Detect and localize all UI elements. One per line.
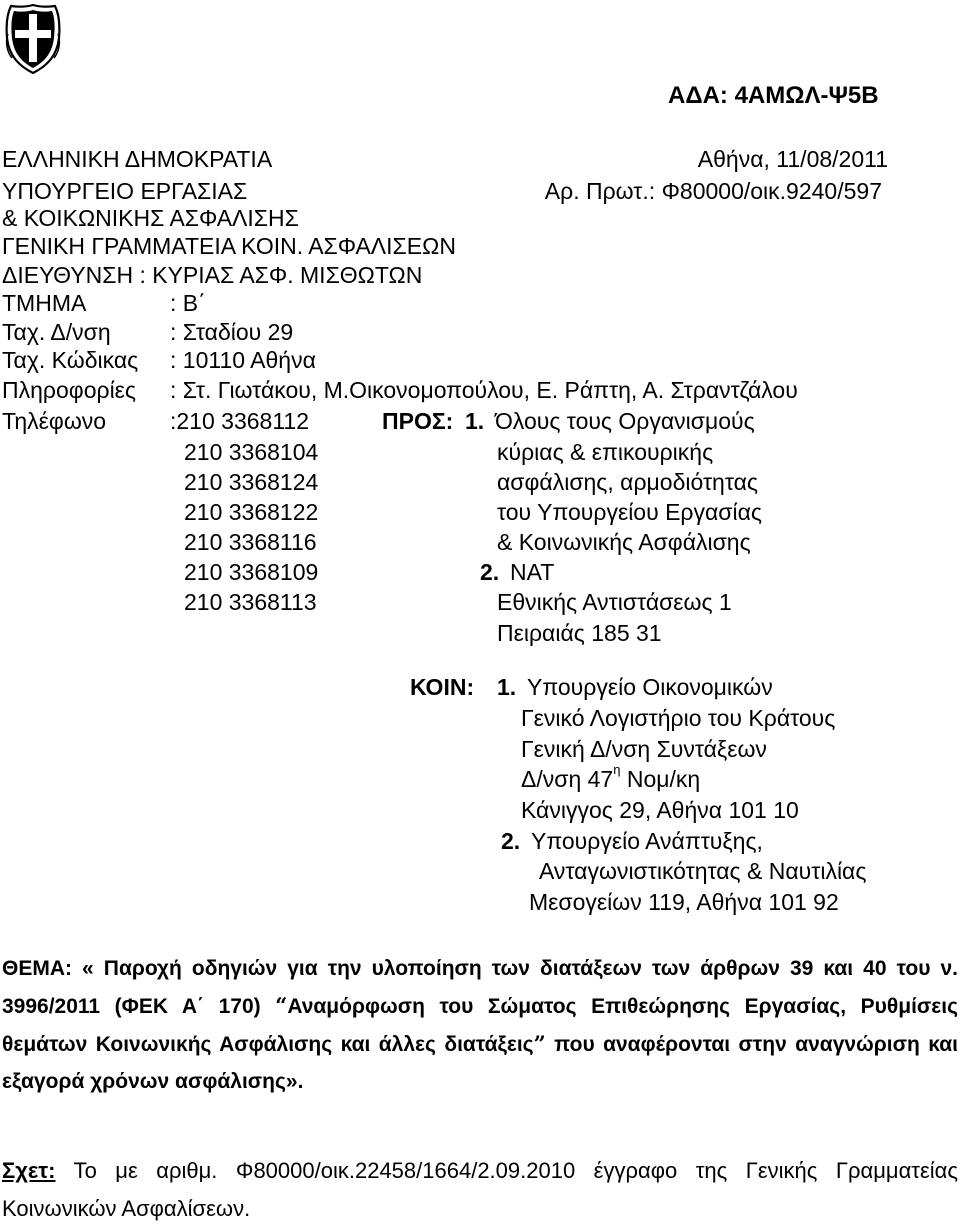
cc-line: Γενική Δ/νση Συντάξεων [521,736,767,762]
ministry-name-line1: ΥΠΟΥΡΓΕΙΟ ΕΡΓΑΣΙΑΣ [2,178,248,204]
phone-number: 210 3368109 [184,559,319,585]
cc-department: Δ/νση $47^\eta$ Νομ/κη [521,762,701,792]
reference-paragraph: Σχετ: Το με αριθμ. Φ80000/οικ.22458/1664/2.09.2010 έγγραφο της Γενικής Γραμματείας Κοινωνικών Ασφαλίσεων. [2,1158,958,1221]
recipient-line: ΝΑΤ [510,559,555,585]
cc-line: Ανταγωνιστικότητας & Ναυτιλίας [539,858,867,884]
phone-value: :210 3368112 [170,408,309,434]
recipient-number: 2. [480,559,500,585]
close-quote: ” [533,1031,546,1056]
cc-line: Γενικό Λογιστήριο του Κράτους [521,705,836,731]
address-value: : Σταδίου 29 [170,319,294,345]
phone-number: 210 3368124 [184,469,319,495]
cc-number: 1. [497,674,517,700]
recipients-label: ΠΡΟΣ: [382,408,454,434]
reference-label: Σχετ: [2,1158,56,1183]
cc-line: Μεσογείων 119, Αθήνα 101 92 [529,889,839,915]
postal-code-label: Ταχ. Κώδικας [2,347,139,373]
department-label: ΤΜΗΜΑ [2,290,87,316]
subject-label: ΘΕΜΑ: [2,957,72,980]
cc-line: Κάνιγγος 29, Αθήνα 101 10 [521,797,799,823]
phone-number: 210 3368122 [184,499,319,525]
contact-persons-label: Πληροφορίες [2,377,137,403]
cc-number: 2. [501,828,521,854]
recipient-line: Εθνικής Αντιστάσεως 1 [497,589,732,615]
directorate: ΔΙΕΥΘΥΝΣΗ : ΚΥΡΙΑΣ ΑΣΦ. ΜΙΣΘΩΤΩΝ [2,262,423,288]
postal-code-value: : 10110 Αθήνα [170,347,316,373]
recipient-line: κύριας & επικουρικής [497,439,714,465]
recipient-line: Όλους τους Οργανισμούς [495,408,755,434]
ministry-name-line2: & ΚΟΙΚΩΝΙΚΗΣ ΑΣΦΑΛΙΣΗΣ [2,205,299,231]
superscript: η [613,762,621,778]
protocol-number: Αρ. Πρωτ.: Φ80000/οικ.9240/597 [544,178,882,204]
cc-line: Υπουργείο Ανάπτυξης, [531,828,763,854]
phone-number: 210 3368104 [184,439,319,465]
cc-label: ΚΟΙΝ: [410,674,475,700]
cc-line: Υπουργείο Οικονομικών [527,674,773,700]
greek-coat-of-arms-icon [4,4,62,74]
republic-name: ΕΛΛΗΝΙΚΗ ΔΗΜΟΚΡΑΤΙΑ [2,146,273,172]
phone-label: Τηλέφωνο [2,408,107,434]
recipient-line: ασφάλισης, αρμοδιότητας [497,469,758,495]
ada-code: ΑΔΑ: 4ΑΜΩΛ-Ψ5Β [668,82,879,109]
recipient-line: & Κοινωνικής Ασφάλισης [497,529,751,555]
subject-paragraph: ΘΕΜΑ: « Παροχή οδηγιών για την υλοποίηση των διατάξεων των άρθρων 39 και 40 του ν. 3996/2011 (ΦΕΚ Α΄ 170) “Αναμόρφωση του Σώματος Επιθεώρησης Εργασίας, Ρυθμίσεις θεμάτων Κοινωνικής Ασφάλισης και άλλες διατάξεις” που αναφέρονται στην αναγνώριση και εξαγορά χρόνων ασφάλισης». [2,957,958,1093]
recipient-line: του Υπουργείου Εργασίας [497,499,762,525]
recipient-line: Πειραιάς 185 31 [497,620,662,646]
contact-persons-value: : Στ. Γιωτάκου, Μ.Οικονομοπούλου, Ε. Ράπτη, Α. Στραντζάλου [170,377,798,403]
phone-number: 210 3368116 [184,529,317,555]
department-value: : Β΄ [170,290,206,316]
open-quote: “ [275,993,288,1018]
document-date: Αθήνα, 11/08/2011 [697,146,888,172]
address-label: Ταχ. Δ/νση [2,319,111,345]
general-secretariat: ΓΕΝΙΚΗ ΓΡΑΜΜΑΤΕΙΑ ΚΟΙΝ. ΑΣΦΑΛΙΣΕΩΝ [2,233,456,259]
recipient-number: 1. [465,408,485,434]
phone-number: 210 3368113 [184,589,317,615]
